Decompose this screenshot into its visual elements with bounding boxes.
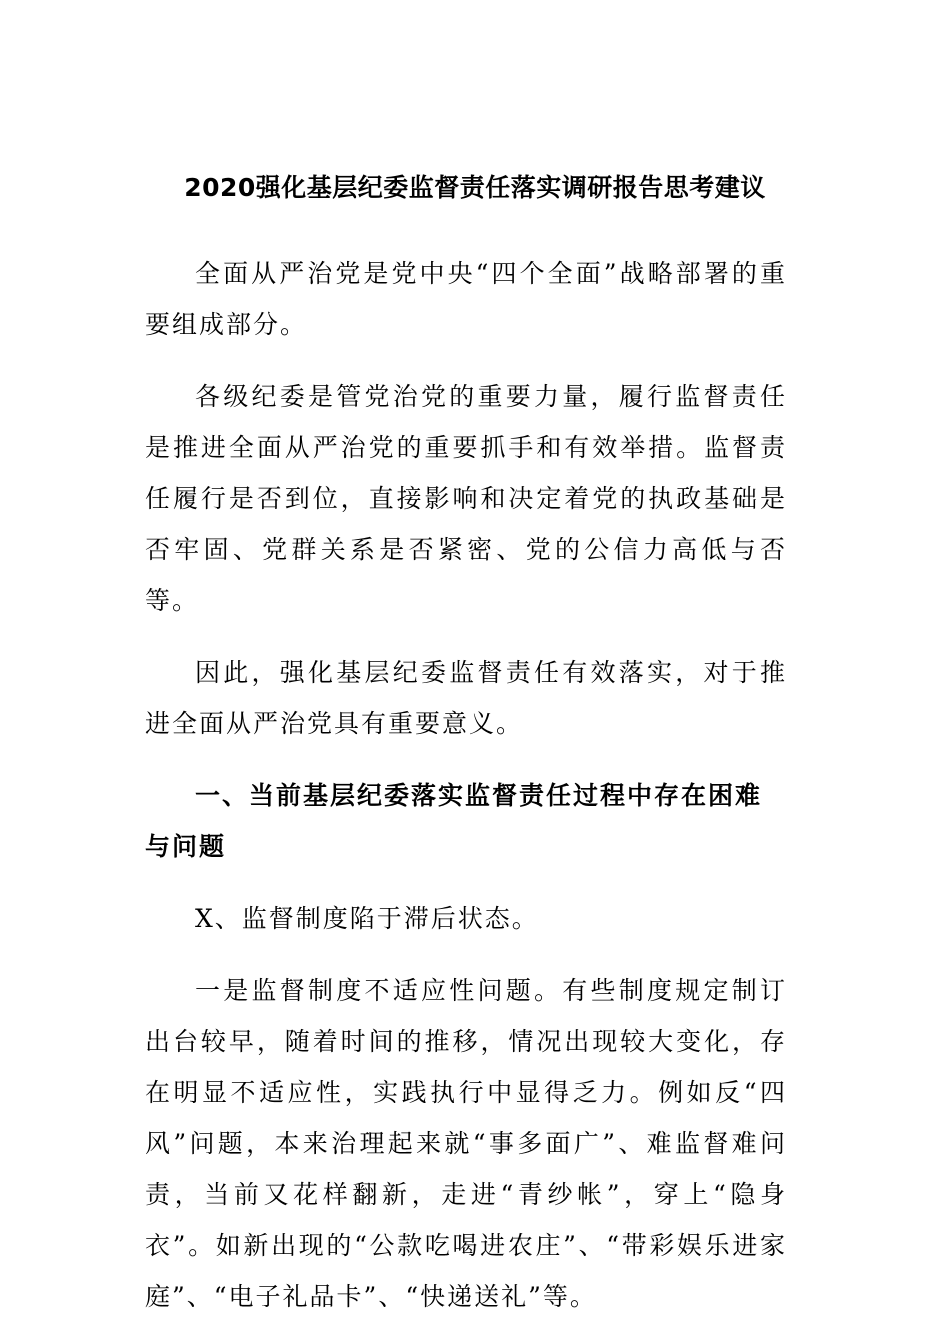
document-title: 2020强化基层纪委监督责任落实调研报告思考建议 (184, 173, 766, 202)
paragraph-role: 各级纪委是管党治党的重要力量，履行监督责任是推进全面从严治党的重要抓手和有效举措。监督责任履行是否到位，直接影响和决定着党的执政基础是否牢固、党群关系是否紧密、党的公信力高低与否等。 (145, 382, 787, 615)
paragraph-significance: 因此，强化基层纪委监督责任有效落实，对于推进全面从严治党具有重要意义。 (145, 658, 787, 738)
paragraph-intro: 全面从严治党是党中央“四个全面”战略部署的重要组成部分。 (145, 259, 787, 339)
section-heading: 一、当前基层纪委落实监督责任过程中存在困难与问题 (145, 781, 763, 861)
subsection-heading: X、监督制度陷于滞后状态。 (195, 904, 539, 933)
paragraph-problem-one: 一是监督制度不适应性问题。有些制度规定制订出台较早，随着时间的推移，情况出现较大变化，存在明显不适应性，实践执行中显得乏力。例如反“四风”问题，本来治理起来就“事多面广”、难监督难问责，当前又花样翻新，走进“青纱帐”，穿上“隐身衣”。如新出现的“公款吃喝进农庄”、“带彩娱乐进家庭”、“电子礼品卡”、“快递送礼”等。 (145, 976, 787, 1311)
document-body (145, 248, 787, 1343)
